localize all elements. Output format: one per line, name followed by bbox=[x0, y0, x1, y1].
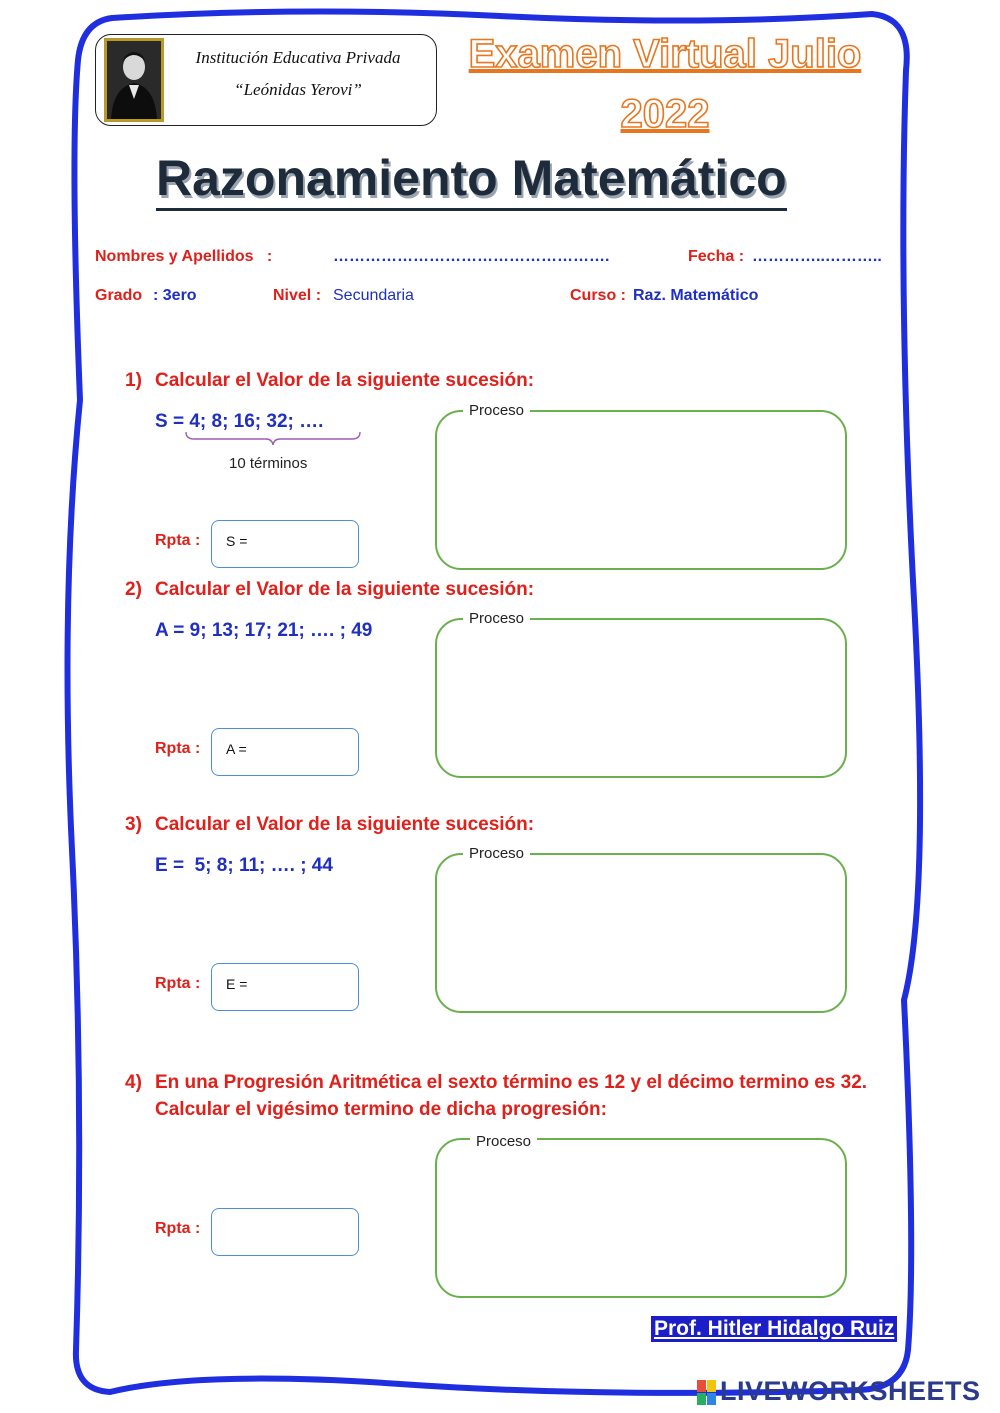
answer-label-4: Rpta : bbox=[155, 1220, 201, 1237]
main-title: Razonamiento Matemático bbox=[156, 150, 787, 211]
course-value: Raz. Matemático bbox=[633, 287, 759, 304]
question-2-prompt: Calcular el Valor de la siguiente sucesión: bbox=[155, 579, 535, 600]
question-3-prompt: Calcular el Valor de la siguiente sucesión: bbox=[155, 814, 535, 835]
process-label-1: Proceso bbox=[463, 402, 530, 419]
answer-prefix-3: E = bbox=[226, 976, 248, 992]
question-4-number: 4) bbox=[125, 1072, 142, 1093]
term-count-note: 10 términos bbox=[229, 455, 308, 472]
teacher-name: Prof. Hitler Hidalgo Ruiz bbox=[651, 1316, 897, 1342]
process-label-2: Proceso bbox=[463, 610, 530, 627]
name-label: Nombres y Apellidos : bbox=[95, 248, 273, 265]
date-field[interactable]: …………..……….. bbox=[752, 248, 882, 265]
process-box-3[interactable] bbox=[435, 853, 847, 1013]
question-2-expression: A = 9; 13; 17; 21; …. ; 49 bbox=[155, 620, 373, 641]
answer-box-2[interactable] bbox=[211, 728, 359, 776]
answer-box-1[interactable] bbox=[211, 520, 359, 568]
school-name-line2: “Leónidas Yerovi” bbox=[234, 80, 362, 99]
answer-prefix-2: A = bbox=[226, 741, 247, 757]
liveworksheets-logo-icon bbox=[697, 1380, 717, 1406]
grade-value: : 3ero bbox=[153, 287, 197, 304]
process-box-2[interactable] bbox=[435, 618, 847, 778]
process-box-1[interactable] bbox=[435, 410, 847, 570]
question-2-number: 2) bbox=[125, 579, 142, 600]
school-founder-portrait bbox=[104, 38, 164, 122]
question-4-prompt-line1: En una Progresión Aritmética el sexto término es 12 y el décimo termino es 32. bbox=[155, 1072, 868, 1093]
process-box-4[interactable] bbox=[435, 1138, 847, 1298]
level-value: Secundaria bbox=[333, 287, 414, 304]
exam-title-line1: Examen Virtual Julio bbox=[468, 32, 862, 76]
liveworksheets-watermark: LIVEWORKSHEETS bbox=[720, 1376, 981, 1406]
question-1-number: 1) bbox=[125, 370, 142, 391]
exam-title-line2: 2022 bbox=[620, 92, 710, 136]
answer-label-1: Rpta : bbox=[155, 532, 201, 549]
level-label: Nivel : bbox=[273, 287, 322, 304]
term-count-brace bbox=[184, 430, 364, 446]
question-4-prompt-line2: Calcular el vigésimo termino de dicha progresión: bbox=[155, 1099, 607, 1120]
course-label: Curso : bbox=[570, 287, 626, 304]
answer-prefix-1: S = bbox=[226, 533, 248, 549]
question-1-expression: S = 4; 8; 16; 32; …. bbox=[155, 411, 324, 432]
school-name-line1: Institución Educativa Privada bbox=[195, 48, 401, 67]
question-3-number: 3) bbox=[125, 814, 142, 835]
date-label: Fecha : bbox=[688, 248, 745, 265]
answer-box-4[interactable] bbox=[211, 1208, 359, 1256]
grade-label: Grado bbox=[95, 287, 143, 304]
answer-label-3: Rpta : bbox=[155, 975, 201, 992]
answer-label-2: Rpta : bbox=[155, 740, 201, 757]
name-field[interactable]: ……………………………………………. bbox=[333, 248, 610, 265]
answer-box-3[interactable] bbox=[211, 963, 359, 1011]
process-label-4: Proceso bbox=[470, 1133, 537, 1150]
process-label-3: Proceso bbox=[463, 845, 530, 862]
question-3-expression: E = 5; 8; 11; …. ; 44 bbox=[155, 855, 333, 876]
question-1-prompt: Calcular el Valor de la siguiente sucesión: bbox=[155, 370, 535, 391]
